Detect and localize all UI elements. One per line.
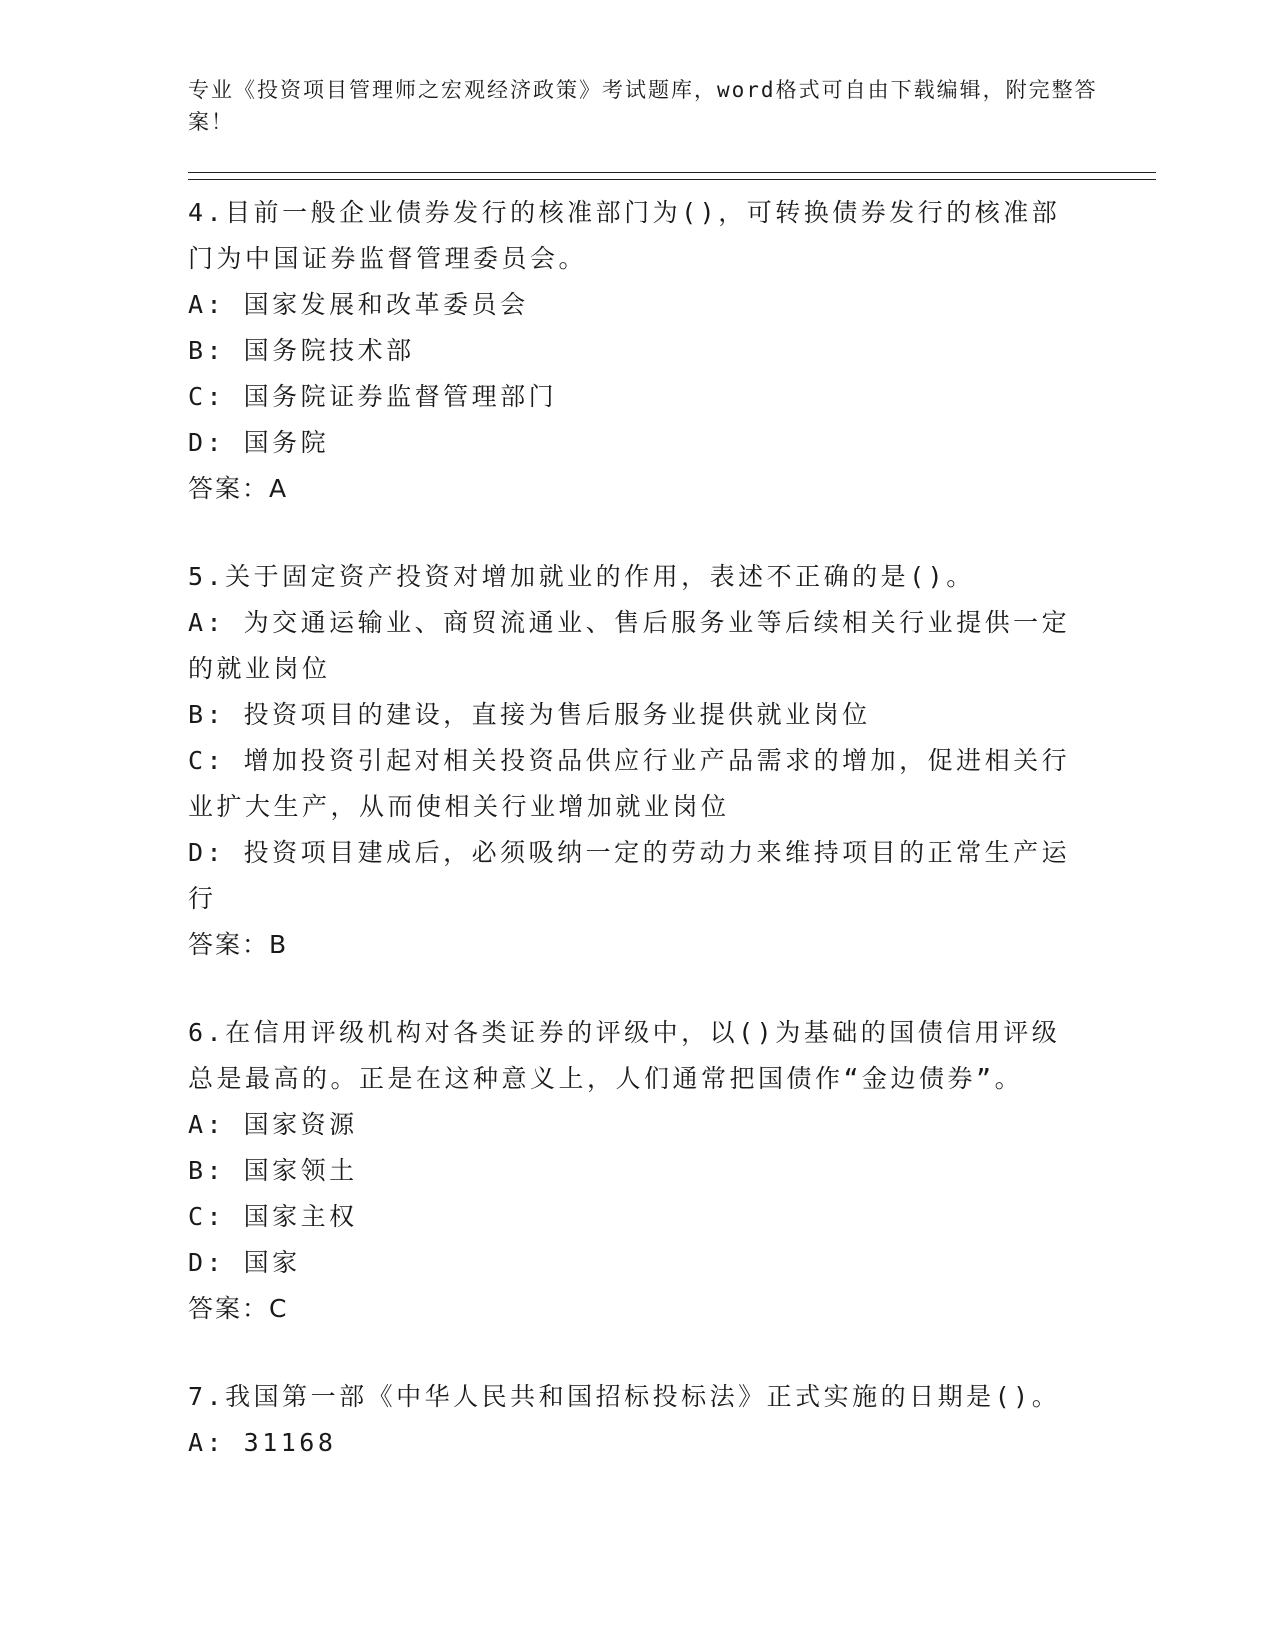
option-a: A: 31168 [188,1428,337,1457]
answer-line: 答案：A [188,474,289,503]
question-6 [188,1010,1088,1332]
answer-line: 答案：B [188,930,289,959]
option-d: D: 投资项目建成后，必须吸纳一定的劳动力来维持项目的正常生产运行 [188,838,1071,913]
option-b: B: 国务院技术部 [188,336,415,365]
question-5 [188,554,1088,968]
question-4 [188,190,1088,512]
option-c: C: 增加投资引起对相关投资品供应行业产品需求的增加，促进相关行业扩大生产，从而使相关行业增加就业岗位 [188,746,1071,821]
option-a: A: 为交通运输业、商贸流通业、售后服务业等后续相关行业提供一定的就业岗位 [188,608,1071,683]
option-c: C: 国家主权 [188,1202,358,1231]
option-b: B: 投资项目的建设，直接为售后服务业提供就业岗位 [188,700,871,729]
option-a: A: 国家资源 [188,1110,358,1139]
question-stem: 5.关于固定资产投资对增加就业的作用，表述不正确的是()。 [188,562,975,591]
option-d: D: 国务院 [188,428,330,457]
question-list [188,190,1088,1508]
option-d: D: 国家 [188,1248,301,1277]
option-c: C: 国务院证券监督管理部门 [188,382,558,411]
option-b: B: 国家领土 [188,1156,358,1185]
question-stem: 4.目前一般企业债券发行的核准部门为()，可转换债券发行的核准部门为中国证券监督管理委员会。 [188,198,1061,273]
document-header: 专业《投资项目管理师之宏观经济政策》考试题库，word格式可自由下载编辑，附完整答案！ [188,78,1098,134]
header-rule-bottom [188,179,1156,180]
question-stem: 7.我国第一部《中华人民共和国招标投标法》正式实施的日期是()。 [188,1382,1061,1411]
answer-line: 答案：C [188,1294,289,1323]
question-stem: 6.在信用评级机构对各类证券的评级中，以()为基础的国债信用评级总是最高的。正是在这种意义上，人们通常把国债作“金边债券”。 [188,1018,1061,1093]
option-a: A: 国家发展和改革委员会 [188,290,529,319]
question-7 [188,1374,1088,1466]
header-rule-top [188,172,1156,173]
